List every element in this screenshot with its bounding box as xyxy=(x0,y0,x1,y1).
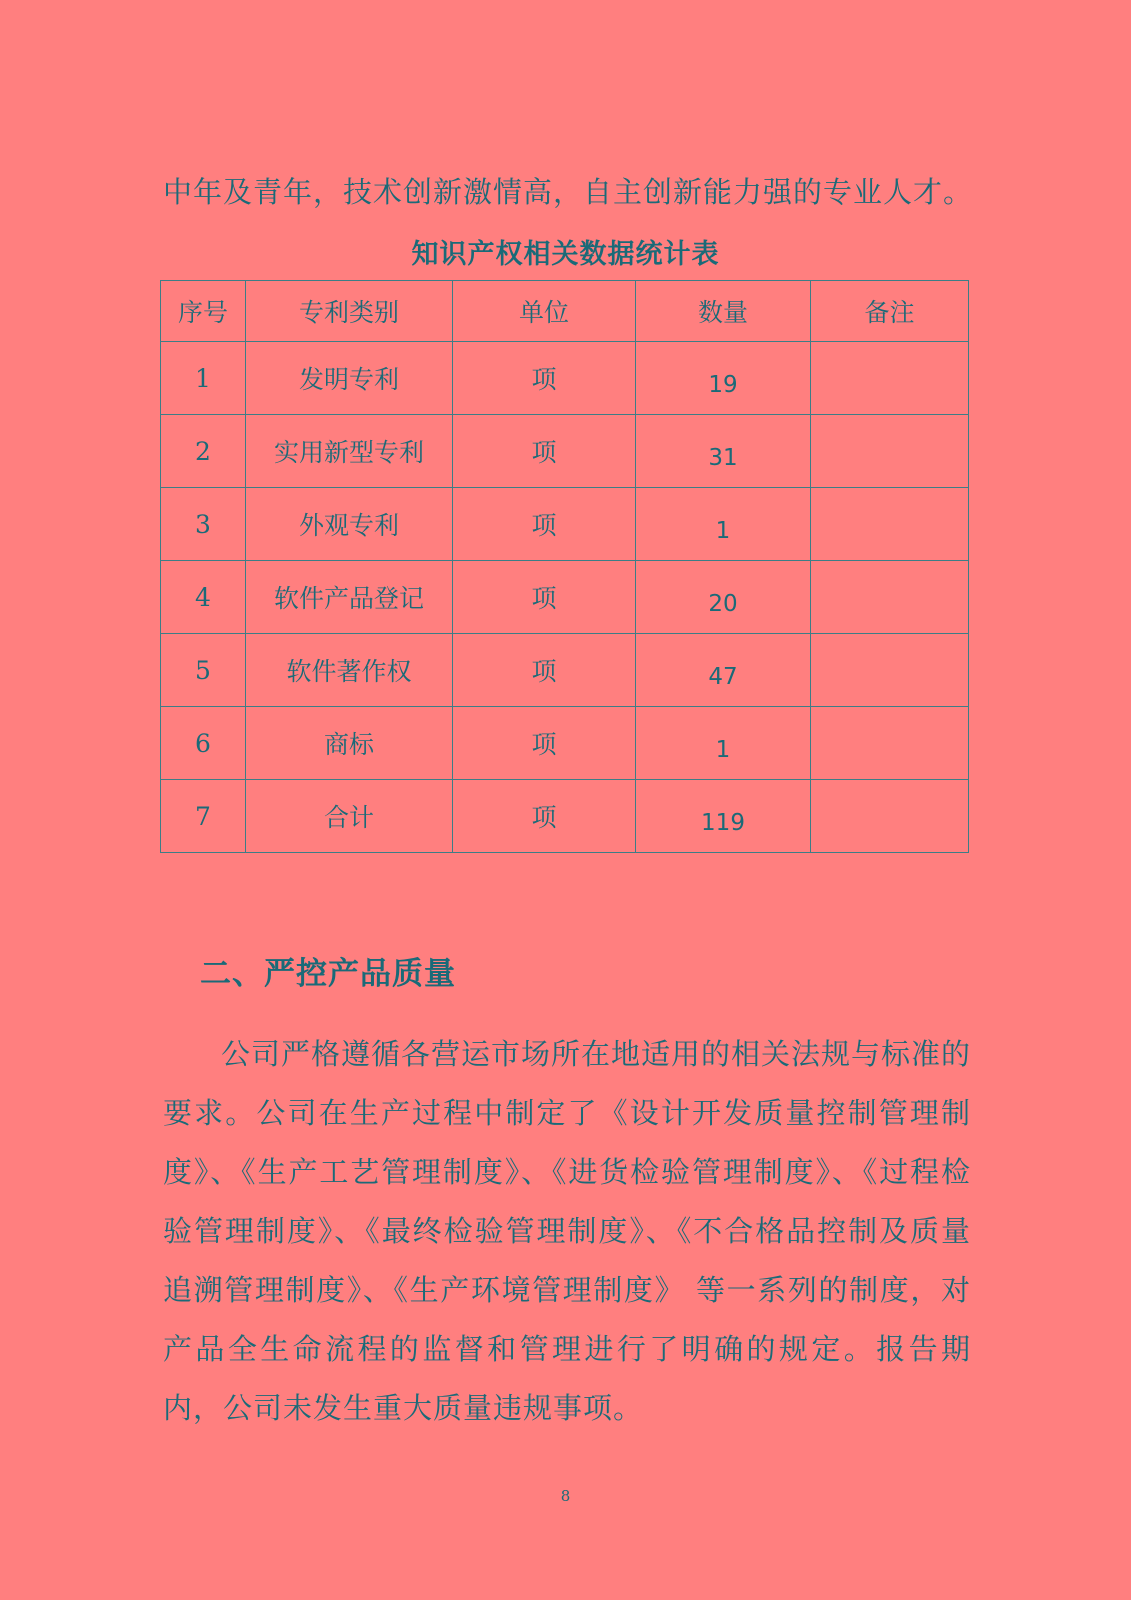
cell-no: 5 xyxy=(161,634,246,707)
table-row xyxy=(161,707,969,780)
ip-statistics-table xyxy=(160,280,969,853)
cell-category: 软件产品登记 xyxy=(246,561,453,634)
cell-no: 2 xyxy=(161,415,246,488)
cell-category: 实用新型专利 xyxy=(246,415,453,488)
header-count: 数量 xyxy=(636,281,811,342)
cell-category: 发明专利 xyxy=(246,342,453,415)
cell-count: 1 xyxy=(636,707,811,780)
cell-remark xyxy=(811,561,969,634)
cell-count: 19 xyxy=(636,342,811,415)
cell-category: 外观专利 xyxy=(246,488,453,561)
header-no: 序号 xyxy=(161,281,246,342)
cell-no: 7 xyxy=(161,780,246,853)
cell-count: 119 xyxy=(636,780,811,853)
table-row xyxy=(161,634,969,707)
cell-no: 6 xyxy=(161,707,246,780)
table-title: 知识产权相关数据统计表 xyxy=(411,239,720,270)
cell-remark xyxy=(811,707,969,780)
header-remark: 备注 xyxy=(811,281,969,342)
section-heading: 二、严控产品质量 xyxy=(200,956,456,992)
cell-unit: 项 xyxy=(453,342,636,415)
cell-unit: 项 xyxy=(453,488,636,561)
table-row xyxy=(161,342,969,415)
cell-remark xyxy=(811,780,969,853)
cell-category: 软件著作权 xyxy=(246,634,453,707)
cell-count: 20 xyxy=(636,561,811,634)
cell-no: 3 xyxy=(161,488,246,561)
lead-paragraph-line: 中年及青年，技术创新激情高，自主创新能力强的专业人才。 xyxy=(163,175,974,209)
cell-unit: 项 xyxy=(453,780,636,853)
cell-category: 合计 xyxy=(246,780,453,853)
cell-remark xyxy=(811,634,969,707)
cell-unit: 项 xyxy=(453,707,636,780)
cell-remark xyxy=(811,415,969,488)
header-unit: 单位 xyxy=(453,281,636,342)
table-row xyxy=(161,488,969,561)
cell-count: 47 xyxy=(636,634,811,707)
cell-unit: 项 xyxy=(453,634,636,707)
cell-count: 1 xyxy=(636,488,811,561)
cell-no: 4 xyxy=(161,561,246,634)
cell-unit: 项 xyxy=(453,561,636,634)
page-number: 8 xyxy=(560,1487,571,1505)
cell-remark xyxy=(811,342,969,415)
section-paragraph: 公司严格遵循各营运市场所在地适用的相关法规与标准的要求。公司在生产过程中制定了《设计开发质量控制管理制度》、《生产工艺管理制度》、《进货检验管理制度》、《过程检验管理制度》、《最终检验管理制度》、《不合格品控制及质量追溯管理制度》、《生产环境管理制度》 等一系列的制度，对产品全生命流程的监督和管理进行了明确的规定。报告期内，公司未发生重大质量违规事项。 xyxy=(163,1037,972,1425)
table-row xyxy=(161,415,969,488)
cell-unit: 项 xyxy=(453,415,636,488)
cell-no: 1 xyxy=(161,342,246,415)
table-row-total xyxy=(161,780,969,853)
table-row xyxy=(161,561,969,634)
cell-count: 31 xyxy=(636,415,811,488)
header-category: 专利类别 xyxy=(246,281,453,342)
table-header-row xyxy=(161,281,969,342)
cell-category: 商标 xyxy=(246,707,453,780)
cell-remark xyxy=(811,488,969,561)
